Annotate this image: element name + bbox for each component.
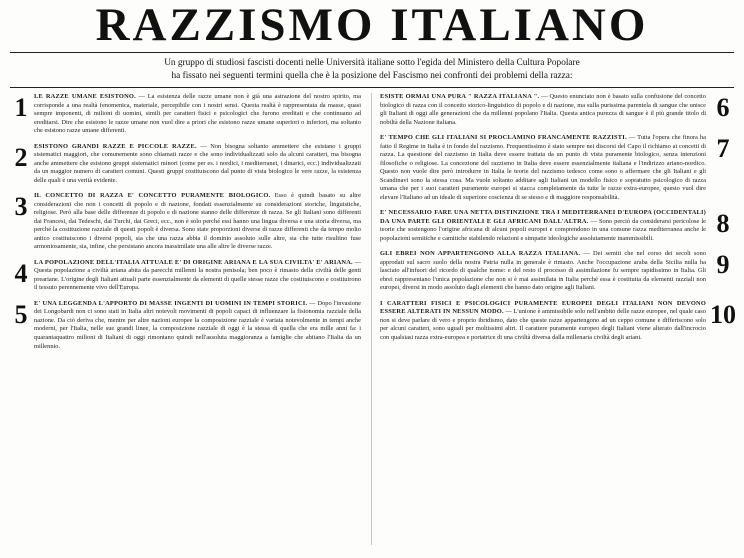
item-text: — Dopo l'invasione dei Longobardi non ci sono stati in Italia altri notevoli movimenti di popoli capaci di influenzare la fisionomia razziale della nazione. Da ciò deriva che, mentre per altre nazioni europee la composizione razziale è variata notevolmente in tempi anche moderni, per l'Italia, nelle sue grandi linee, la composizione razziale di oggi è la stessa di quella che era mille anni fa: i quarantaquattro milioni di Italiani di oggi rimontano quindi nell'assoluta maggioranza a famiglie che abitano l'Italia da un millennio. [34, 299, 361, 350]
item-number: 1 [14, 93, 28, 123]
item-lead: E' UNA LEGGENDA L'APPORTO DI MASSE INGENTI DI UOMINI IN TEMPI STORICI. [34, 299, 308, 307]
item-body [34, 93, 363, 136]
item-body [380, 93, 710, 127]
item-text: — Questo enunciato non è basato sulla confusione del concetto biologico di razza con il concetto storico-linguistico di popolo e di nazione, ma sulla purissima parentela di sangue che unisce gli Italiani di oggi alle generazioni che da millenni popolano l'Italia. Questa antica purezza di sangue è il più grande titolo di nobiltà della Nazione italiana. [380, 93, 706, 126]
item-text: — Dei semiti che nel corso dei secoli sono approdati sul sacro suolo della nostra Patria nulla in generale è rimasto. Anche l'occupazione araba della Sicilia nulla ha lasciato all'infuori del ricordo di qualche nome: e del resto il processo di assimilazione fu sempre rapidissimo in Italia. Gli ebrei rappresentano l'unica popolazione che non si è mai assimilata in Italia perché essa è costituita da elementi razziali non europei, diversi in modo assoluto dagli elementi che hanno dato origine agli Italiani. [380, 250, 706, 292]
list-item [380, 250, 736, 293]
item-number: 3 [14, 192, 28, 222]
list-item [380, 209, 736, 243]
item-body [34, 192, 363, 252]
item-body [380, 209, 710, 243]
item-lead: LE RAZZE UMANE ESISTONO. [34, 93, 136, 101]
list-item [380, 93, 736, 127]
item-text: — Sono perciò da considerarsi pericolose le teorie che sostengono l'origine africana di alcuni popoli europei e comprendono in una comune razza mediterranea anche le popolazioni semitiche e camitiche stabilendo relazioni e simpatie ideologiche assolutamente inammissibili. [380, 217, 706, 242]
item-body [380, 134, 710, 202]
item-lead: E' NECESSARIO FARE UNA NETTA DISTINZIONE TRA I MEDITERRANEI D'EUROPA (OCCIDENTALI) DA UNA PARTE GLI ORIENTALI E GLI AFRICANI DALL'ALTRA. [380, 209, 706, 225]
item-body [380, 300, 710, 343]
left-column [8, 93, 372, 545]
item-text: — L'unione è ammissibile solo nell'ambito delle razze europee, nel quale caso non si deve parlare di vero e proprio ibridismo, dato che queste razze appartengono ad un ceppo comune e differiscono solo per alcuni caratteri, sono uguali per moltissimi altri. Il carattere puramente europeo degli Italiani viene alterato dall'incrocio con qualsiasi razza extra-europea e portatrice di una civiltà diversa dalla millenaria civiltà degli ariani. [380, 308, 706, 341]
subheading [0, 57, 744, 82]
list-item [8, 192, 363, 252]
item-lead: E' TEMPO CHE GLI ITALIANI SI PROCLAMINO FRANCAMENTE RAZZISTI. [380, 134, 627, 142]
item-number: 2 [14, 142, 28, 172]
list-item [8, 143, 363, 186]
list-item [8, 93, 363, 136]
item-body [34, 259, 363, 293]
item-text: — Tutta l'opera che finora ha fatto il Regime in Italia è in fondo del razzismo. Frequentissimo è stato sempre nei discorsi del Capo il richiamo ai concetti di razza. La questione del razzismo in Italia deve essere trattata da un punto di vista puramente biologico, senza intenzioni filosofiche o religiose. La concezione del razzismo in Italia deve essere essenzialmente italiana e l'indirizzo ariano-nordico. Questo non vuole dire però introdurre in Italia le teorie del razzismo tedesco come sono o affermare che gli Italiani e gli Scandinavi sono la stessa cosa. Ma vuole soltanto additare agli Italiani un modello fisico e sopratutto psicologico di razza umana che per i suoi caratteri puramente europei si stacca completamente da tutte le razze extra-europee, questo vuol dire elevare l'Italiano ad un ideale di superiore coscienza di se stesso e di maggiore responsabilità. [380, 134, 706, 201]
list-item [380, 300, 736, 343]
item-body [34, 300, 363, 351]
item-text: — La esistenza delle razze umane non è già una astrazione del nostro spirito, ma corrisponde a una realtà fenomenica, materiale, percepibile con i nostri sensi. Questa realtà è rappresentata da masse, quasi sempre imponenti, di milioni di uomini, simili per caratteri fisici e psicologici che furono ereditati e che continuano ad ereditarsi. Dire che esistono le razze umane non vuol dire a priori che esistono razze umane superiori o inferiori, ma soltanto che esistono razze umane differenti. [34, 93, 361, 135]
subheading-line-2: ha fissato nei seguenti termini quella che è la posizione del Fascismo nei confronti dei problemi della razza: [171, 70, 573, 81]
list-item [8, 259, 363, 293]
item-lead: LA POPOLAZIONE DELL'ITALIA ATTUALE E' DI ORIGINE ARIANA E LA SUA CIVILTA' E' ARIANA. [34, 258, 353, 266]
page-title: RAZZISMO ITALIANO [95, 0, 649, 51]
item-text: — Questa popolazione a civiltà ariana abita da parecchi millenni la nostra penisola; ben poco è rimasto della civiltà delle genti preariane. L'origine degli Italiani attuali parte essenzialmente da elementi di quelle stesse razze che costituiscono e costituirono il tessuto perennemente vivo dell'Europa. [34, 258, 361, 292]
list-item [380, 134, 736, 202]
item-text: Esso è quindi basato su altre considerazioni che non i concetti di popolo e di nazione, fondati essenzialmente su considerazioni storiche, linguistiche, religiose. Però alla base delle differenze di popolo e di nazione stanno delle differenze di razza. Se gli Italiani sono differenti dai Francesi, dai Tedeschi, dai Turchi, dai Greci, ecc., non è solo perché essi hanno una lingua diversa e una storia diversa, ma perché la costituzione razziale di questi popoli è diversa. Sono state proporzioni diverse di razze differenti che da tempo molto antico costituiscono i diversi popoli, sia che una razza abbia il dominio assoluto sulle altre, sia che tutte risultino fuse armoniosamente, sia, infine, che persistano ancora inassimilate una alle altre le diverse razze. [34, 192, 361, 251]
item-lead: ESISTE ORMAI UNA PURA " RAZZA ITALIANA ". [380, 93, 540, 101]
item-lead: GLI EBREI NON APPARTENGONO ALLA RAZZA ITALIANA. [380, 250, 581, 258]
article-columns [0, 93, 744, 545]
list-item [8, 300, 363, 351]
item-number: 4 [14, 258, 28, 288]
item-number: 8 [716, 209, 730, 239]
item-text: — Non bisogna soltanto ammettere che esistano i gruppi sistematici maggiori, che comunemente sono chiamati razze e che sono individualizzati solo da alcuni caratteri, ma bisogna anche ammettere che esistono gruppi sistematici minori (come per es. i nordici, i mediterranei, i dinarici, ecc.) individualizzati da un maggior numero di caratteri comuni. Questi gruppi costituiscono dal punto di vista biologico le vere razze, la esistenza delle quali è una verità evidente. [34, 142, 361, 184]
divider-sub [10, 87, 734, 88]
item-number: 7 [716, 134, 730, 164]
item-lead: ESISTONO GRANDI RAZZE E PICCOLE RAZZE. [34, 142, 197, 150]
item-lead: IL CONCETTO DI RAZZA E' CONCETTO PURAMENTE BIOLOGICO. [34, 192, 271, 200]
item-lead: I CARATTERI FISICI E PSICOLOGICI PURAMENTE EUROPEI DEGLI ITALIANI NON DEVONO ESSERE ALTERATI IN NESSUN MODO. [380, 299, 706, 316]
subheading-line-1: Un gruppo di studiosi fascisti docenti nelle Università italiane sotto l'egida del Ministero della Cultura Popolare [164, 58, 580, 68]
item-number: 10 [710, 299, 736, 329]
item-number: 5 [14, 299, 28, 329]
item-body [380, 250, 710, 293]
right-column [372, 93, 736, 545]
divider-top [10, 52, 734, 53]
item-number: 9 [716, 250, 730, 280]
item-number: 6 [716, 93, 730, 123]
item-body [34, 143, 363, 186]
